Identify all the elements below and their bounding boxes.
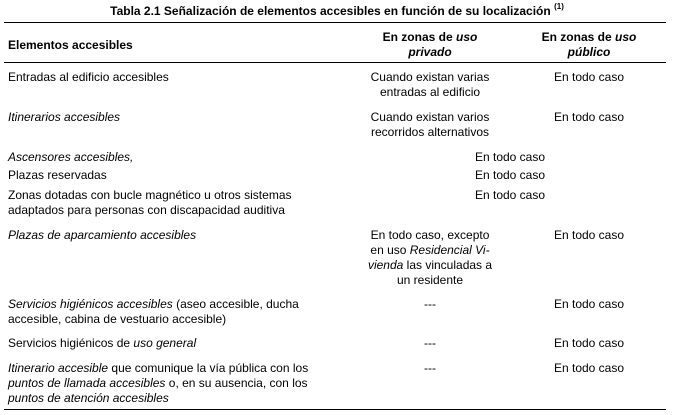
row-aparcamiento-elemento-text: Plazas de aparcamiento accesibles bbox=[8, 228, 197, 242]
row-higienicos-accesibles-publico: En todo caso bbox=[553, 297, 625, 311]
row-itinerario-via-publica-privado: --- bbox=[424, 361, 436, 375]
header-bottom-rule bbox=[4, 62, 666, 63]
row-higienicos-accesibles-l2: accesible, cabina de vestuario accesible) bbox=[8, 312, 227, 326]
row-bucle-elemento-l2: adaptados para personas con discapacidad auditiva bbox=[8, 203, 285, 217]
row-itinerarios-privado-l2: recorridos alternativos bbox=[370, 125, 490, 139]
table-caption bbox=[0, 4, 674, 19]
header-uso-privado-uso: uso bbox=[456, 30, 478, 44]
row-itinerario-via-l2b: o, en su ausencia, con los bbox=[165, 376, 308, 390]
row-higienicos-accesibles-privado: --- bbox=[424, 297, 436, 311]
table-bottom-rule bbox=[4, 409, 666, 410]
row-itinerario-via-l1a: Itinerario accesible bbox=[8, 361, 109, 375]
row-ascensores-elemento bbox=[8, 150, 356, 165]
row-aparcamiento-privado-l3a: vienda bbox=[367, 258, 404, 272]
row-aparcamiento-privado-l2b: Residencial Vi- bbox=[409, 243, 490, 257]
row-higienicos-general-l1b: uso general bbox=[133, 336, 197, 350]
row-bucle-elemento-l1: Zonas dotadas con bucle magnético u otros sistemas bbox=[8, 188, 292, 202]
caption-text: Tabla 2.1 Señalización de elementos accesibles en función de su localización bbox=[110, 4, 551, 18]
row-aparcamiento-privado bbox=[360, 228, 500, 288]
row-aparcamiento-privado-l3b: las vinculadas a bbox=[403, 258, 493, 272]
row-bucle-ambos: En todo caso bbox=[474, 188, 546, 202]
row-higienicos-general-publico: En todo caso bbox=[553, 336, 625, 350]
row-bucle-elemento bbox=[8, 188, 356, 218]
header-uso-publico-publico: público bbox=[567, 45, 611, 59]
row-plazas-reservadas-ambos: En todo caso bbox=[474, 168, 546, 182]
row-ascensores-elemento-text: Ascensores accesibles, bbox=[8, 150, 134, 164]
row-itinerario-via-l2a: puntos de llamada accesibles bbox=[8, 376, 166, 390]
header-uso-publico-uso: uso bbox=[615, 30, 637, 44]
header-uso-publico-prefix: En zonas de bbox=[541, 30, 615, 44]
row-itinerario-via-publica-publico: En todo caso bbox=[553, 361, 625, 375]
header-uso-privado bbox=[360, 30, 500, 60]
row-itinerarios-privado bbox=[360, 110, 500, 140]
table-top-rule bbox=[4, 22, 666, 23]
row-itinerarios-publico: En todo caso bbox=[553, 110, 625, 124]
row-itinerario-via-publica-elemento bbox=[8, 361, 356, 406]
row-aparcamiento-privado-l4: un residente bbox=[396, 273, 464, 287]
caption-footnote-ref: (1) bbox=[554, 2, 564, 11]
row-entradas-privado bbox=[360, 70, 500, 100]
row-higienicos-accesibles-l1a: Servicios higiénicos accesibles bbox=[8, 297, 173, 311]
row-itinerario-via-l3: puntos de atención accesibles bbox=[8, 391, 169, 405]
row-higienicos-general-l1a: Servicios higiénicos de bbox=[8, 336, 134, 350]
row-aparcamiento-privado-l2a: en uso bbox=[370, 243, 410, 257]
row-entradas-elemento: Entradas al edificio accesibles bbox=[8, 70, 169, 84]
row-higienicos-general-privado: --- bbox=[424, 336, 436, 350]
row-aparcamiento-elemento bbox=[8, 228, 356, 243]
row-higienicos-general-elemento bbox=[8, 336, 356, 351]
row-entradas-privado-l1: Cuando existan varias bbox=[370, 70, 490, 84]
row-itinerarios-elemento bbox=[8, 110, 356, 125]
header-uso-privado-prefix: En zonas de bbox=[382, 30, 456, 44]
row-itinerario-via-l1b: que comunique la vía pública con los bbox=[108, 361, 309, 375]
row-plazas-reservadas-elemento: Plazas reservadas bbox=[8, 168, 107, 182]
row-entradas-privado-l2: entradas al edificio bbox=[379, 85, 481, 99]
row-aparcamiento-privado-l1: En todo caso, excepto bbox=[370, 228, 490, 242]
row-higienicos-accesibles-l1b: (aseo accesible, ducha bbox=[172, 297, 299, 311]
row-aparcamiento-publico: En todo caso bbox=[553, 228, 625, 242]
header-elementos: Elementos accesibles bbox=[8, 38, 133, 52]
row-itinerarios-privado-l1: Cuando existan varios bbox=[370, 110, 490, 124]
row-higienicos-accesibles-elemento bbox=[8, 297, 356, 327]
row-entradas-publico: En todo caso bbox=[553, 70, 625, 84]
header-uso-publico bbox=[518, 30, 660, 60]
row-itinerarios-elemento-text: Itinerarios accesibles bbox=[8, 110, 121, 124]
header-uso-privado-privado: privado bbox=[408, 45, 452, 59]
row-ascensores-ambos: En todo caso bbox=[474, 150, 546, 164]
